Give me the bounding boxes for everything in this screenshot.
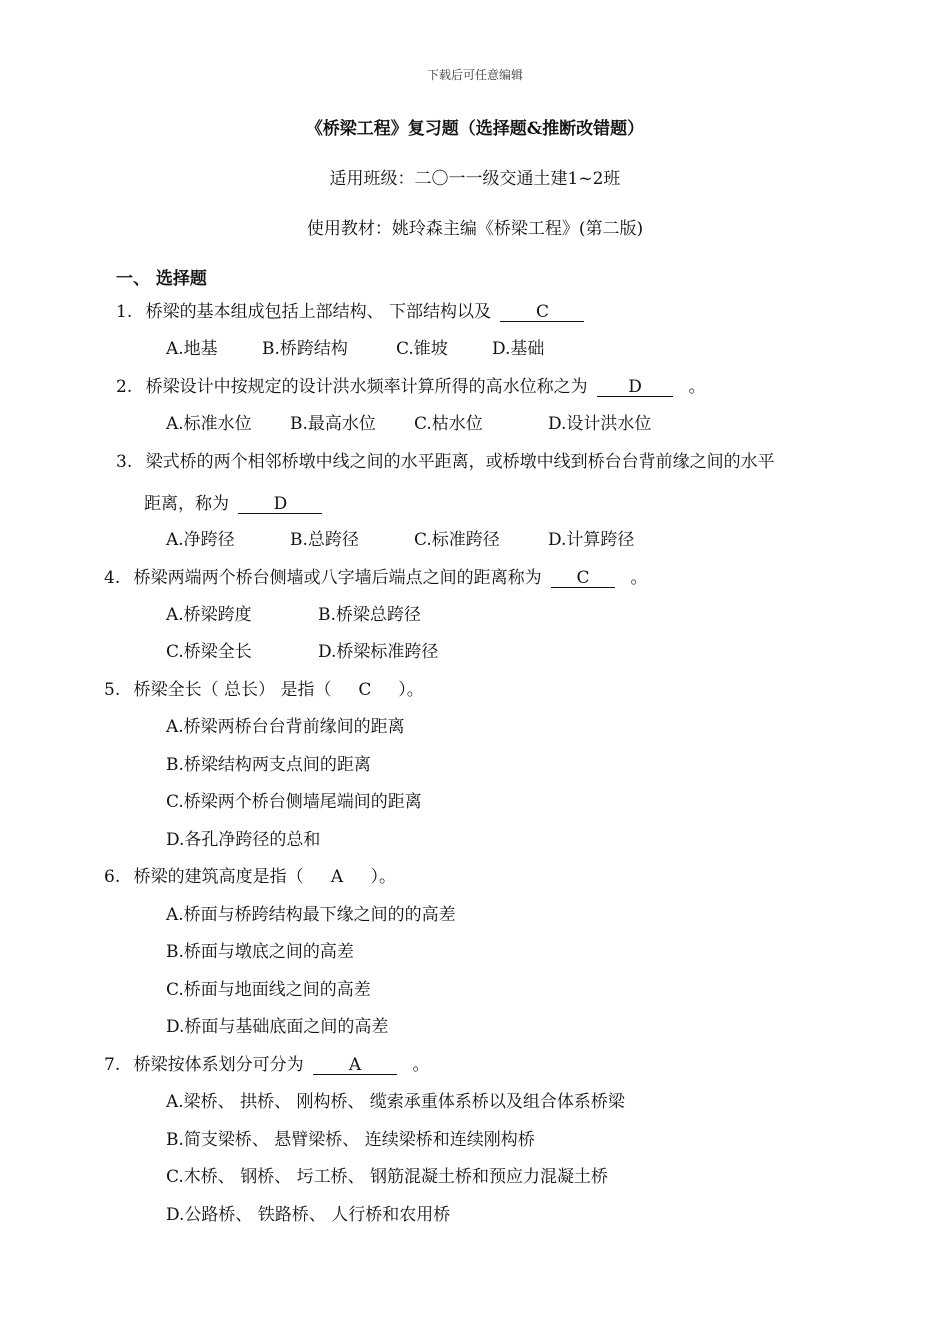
question-text: 桥梁全长（ 总长） 是指（ xyxy=(133,680,332,700)
question-6-option-c: C.桥面与地面线之间的高差 xyxy=(166,980,371,1000)
textbook-info: 使用教材：姚玲森主编《桥梁工程》(第二版) xyxy=(306,219,644,239)
question-number: 2. xyxy=(116,377,133,397)
option-a: A.桥梁跨度 xyxy=(166,605,252,625)
answer-blank: D xyxy=(597,378,673,397)
question-7-option-c: C.木桥、 钢桥、 圬工桥、 钢筋混凝土桥和预应力混凝土桥 xyxy=(166,1167,609,1187)
question-7 xyxy=(104,1054,429,1076)
question-4-options-row-1 xyxy=(166,604,421,626)
document-title: 《桥梁工程》复习题（选择题&推断改错题） xyxy=(305,119,645,139)
question-5-option-a: A.桥梁两桥台台背前缘间的距离 xyxy=(166,717,405,737)
applicable-class: 适用班级：二〇一一级交通土建1~2班 xyxy=(329,169,621,189)
question-number: 5. xyxy=(104,680,121,700)
question-7-option-a: A.梁桥、 拱桥、 刚构桥、 缆索承重体系桥以及组合体系桥梁 xyxy=(166,1092,625,1112)
question-3 xyxy=(116,451,775,473)
question-1-options xyxy=(166,338,544,360)
question-text: 桥梁按体系划分可分为 xyxy=(133,1055,304,1075)
option-b: B.桥跨结构 xyxy=(262,339,348,359)
question-5-option-d: D.各孔净跨径的总和 xyxy=(166,830,321,850)
answer-blank: D xyxy=(238,495,322,514)
option-d: D.计算跨径 xyxy=(548,530,635,550)
answer-blank: C xyxy=(500,303,584,322)
question-tail: ）。 xyxy=(398,680,424,700)
question-text: 桥梁的建筑高度是指（ xyxy=(133,867,304,887)
question-7-option-b: B.简支梁桥、 悬臂梁桥、 连续梁桥和连续刚构桥 xyxy=(166,1130,535,1150)
header-note: 下载后可任意编辑 xyxy=(426,68,523,82)
question-number: 6. xyxy=(104,867,121,887)
option-b: B.最高水位 xyxy=(290,414,376,434)
question-number: 7. xyxy=(104,1055,121,1075)
question-5-option-b: B.桥梁结构两支点间的距离 xyxy=(166,755,371,775)
question-6-option-d: D.桥面与基础底面之间的高差 xyxy=(166,1017,389,1037)
option-c: C.标准跨径 xyxy=(414,530,500,550)
question-text: 桥梁设计中按规定的设计洪水频率计算所得的高水位称之为 xyxy=(145,377,588,397)
option-d: D.设计洪水位 xyxy=(548,414,652,434)
option-c: C.锥坡 xyxy=(396,339,448,359)
question-tail: 。 xyxy=(412,1055,430,1075)
question-tail: ）。 xyxy=(370,867,396,887)
question-text: 桥梁两端两个桥台侧墙或八字墙后端点之间的距离称为 xyxy=(133,568,542,588)
question-2 xyxy=(116,376,705,398)
answer-inline: A xyxy=(330,867,344,887)
option-a: A.净跨径 xyxy=(166,530,235,550)
answer-inline: C xyxy=(358,680,372,700)
option-a: A.地基 xyxy=(166,339,218,359)
question-tail: 。 xyxy=(688,377,706,397)
question-1 xyxy=(116,301,588,323)
question-4 xyxy=(104,567,647,589)
question-2-options xyxy=(166,413,651,435)
question-5-option-c: C.桥梁两个桥台侧墙尾端间的距离 xyxy=(166,792,422,812)
question-number: 4. xyxy=(104,568,121,588)
question-5 xyxy=(104,679,424,701)
question-text: 桥梁的基本组成包括上部结构、 下部结构以及 xyxy=(145,302,492,322)
option-d: D.基础 xyxy=(492,339,545,359)
question-text-line2: 距离，称为 xyxy=(144,494,229,514)
option-b: B.总跨径 xyxy=(290,530,359,550)
question-6-option-b: B.桥面与墩底之间的高差 xyxy=(166,942,354,962)
option-c: C.桥梁全长 xyxy=(166,642,252,662)
answer-blank: A xyxy=(313,1056,397,1075)
question-tail: 。 xyxy=(630,568,648,588)
option-a: A.标准水位 xyxy=(166,414,252,434)
option-c: C.枯水位 xyxy=(414,414,483,434)
question-number: 3. xyxy=(116,452,133,472)
option-d: D.桥梁标准跨径 xyxy=(318,642,439,662)
question-text: 梁式桥的两个相邻桥墩中线之间的水平距离，或桥墩中线到桥台台背前缘之间的水平 xyxy=(145,452,775,472)
question-7-option-d: D.公路桥、 铁路桥、 人行桥和农用桥 xyxy=(166,1205,451,1225)
option-b: B.桥梁总跨径 xyxy=(318,605,421,625)
question-3-line-2 xyxy=(144,493,326,515)
question-3-options xyxy=(166,529,634,551)
section-heading: 一、 选择题 xyxy=(116,269,207,289)
question-6-option-a: A.桥面与桥跨结构最下缘之间的的高差 xyxy=(166,905,456,925)
question-4-options-row-2 xyxy=(166,641,438,663)
question-number: 1. xyxy=(116,302,133,322)
question-6 xyxy=(104,866,396,888)
answer-blank: C xyxy=(551,569,615,588)
